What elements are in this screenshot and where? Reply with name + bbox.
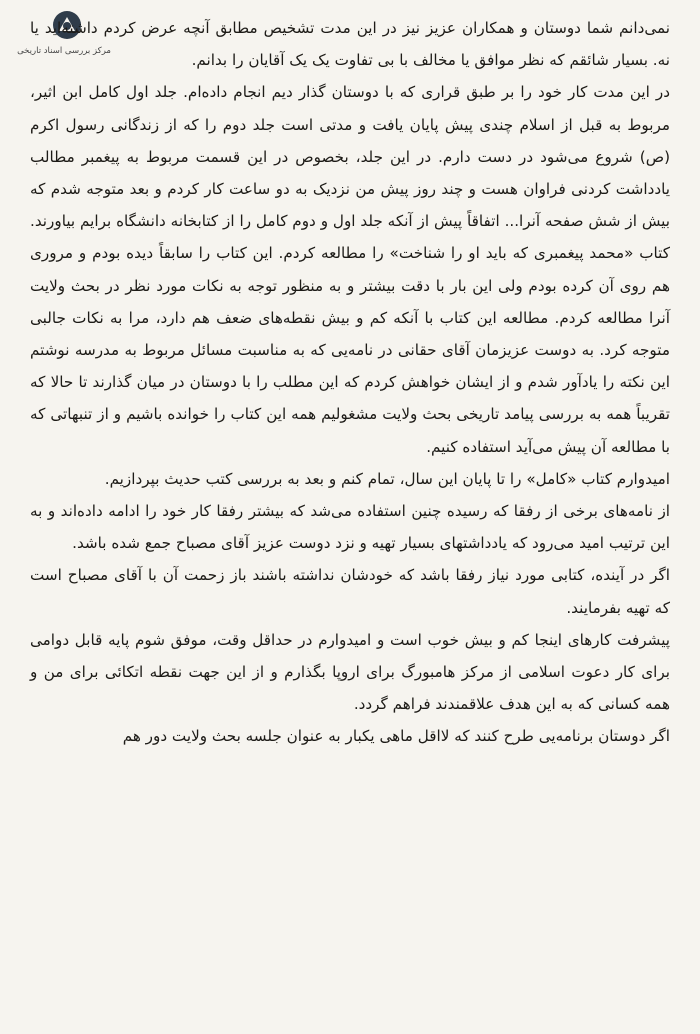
- paragraph-7: اگر دوستان برنامه‌یی طرح کنند که لااقل ماهی یکبار به عنوان جلسه بحث ولایت دور هم: [122, 727, 670, 746]
- archive-logo-text: مرکز بررسی اسناد تاریخی: [17, 46, 111, 56]
- paragraph-5: اگر در آینده، کتابی مورد نیاز رفقا باشد که خودشان نداشته باشند باز زحمت آن با آقای مصباح است که تهیه بفرمایند.: [30, 566, 670, 617]
- paragraph-4: از نامه‌های برخی از رفقا که رسیده چنین استفاده می‌شد که بیشتر رفقا کار خود را ادامه داده‌اند و به این ترتیب امید می‌رود که یادداشتهای بسیار تهیه و نزد دوست عزیز آقای مصباح جمع شده باشد.: [30, 502, 670, 553]
- paragraph-2: در این مدت کار خود را بر طبق قراری که با دوستان گذار دیم انجام داده‌ام. جلد اول کامل ابن اثیر، مربوط به قبل از اسلام چندی پیش پایان یافت و مدتی است جلد دوم را که از زندگانی رسول اکرم (ص) شروع می‌شود در دست دارم. در این جلد، بخصوص در این قسمت مربوط به پیغمبر مطالب یادداشت کردنی فراوان هست و چند روز پیش من نزدیک به دو ساعت کار کردم و بعد متوجه شدم که بیش از شش صفحه آنرا... اتفاقاً پیش از آنکه جلد اول و دوم کامل را از کتابخانه دانشگاه برایم بیاورند. کتاب «محمد پیغمبری که باید او را شناخت» را مطالعه کردم. این کتاب را سابقاً دیده بودم و مروری هم روی آن کرده بودم ولی این بار با دقت بیشتر و به منظور توجه به نکات مورد نظر در بحث ولایت آنرا مطالعه کردم. مطالعه این کتاب با آنکه کم و بیش نقطه‌های ضعف هم دارد، مرا به نکات جالبی متوجه کرد. به دوست عزیزمان آقای حقانی در نامه‌یی که به مناسبت مسائل مربوط به مدرسه نوشتم این نکته را یادآور شدم و از ایشان خواهش کردم که این مطلب را با دوستان در میان گذارند تا حالا که تقریباً همه به بررسی پیامد تاریخی بحث ولایت مشغولیم همه این کتاب را خوانده باشیم و از تنبهاتی که با مطالعه آن پیش می‌آید استفاده کنیم.: [30, 83, 670, 456]
- letter-body: [30, 12, 670, 753]
- paragraph-3: امیدوارم کتاب «کامل» را تا پایان این سال، تمام کنم و بعد به بررسی کتب حدیث بپردازیم.: [104, 469, 670, 488]
- paragraph-6: پیشرفت کارهای اینجا کم و بیش خوب است و امیدوارم در حداقل وقت، موفق شوم پایه قابل دوامی برای کار دعوت اسلامی از مرکز هامبورگ برای اروپا بگذارم و از این جهت نقطه اتکائی برای من و همه کسانی که به این هدف علاقمندند فراهم گردد.: [30, 630, 670, 714]
- paragraph-1: نمی‌دانم شما دوستان و همکاران عزیز نیز در این مدت تشخیص مطابق آنچه عرض کردم داشته‌اید یا نه. بسیار شائقم که نظر موافق یا مخالف با بی تفاوت یک یک آقایان را بدانم.: [30, 19, 670, 70]
